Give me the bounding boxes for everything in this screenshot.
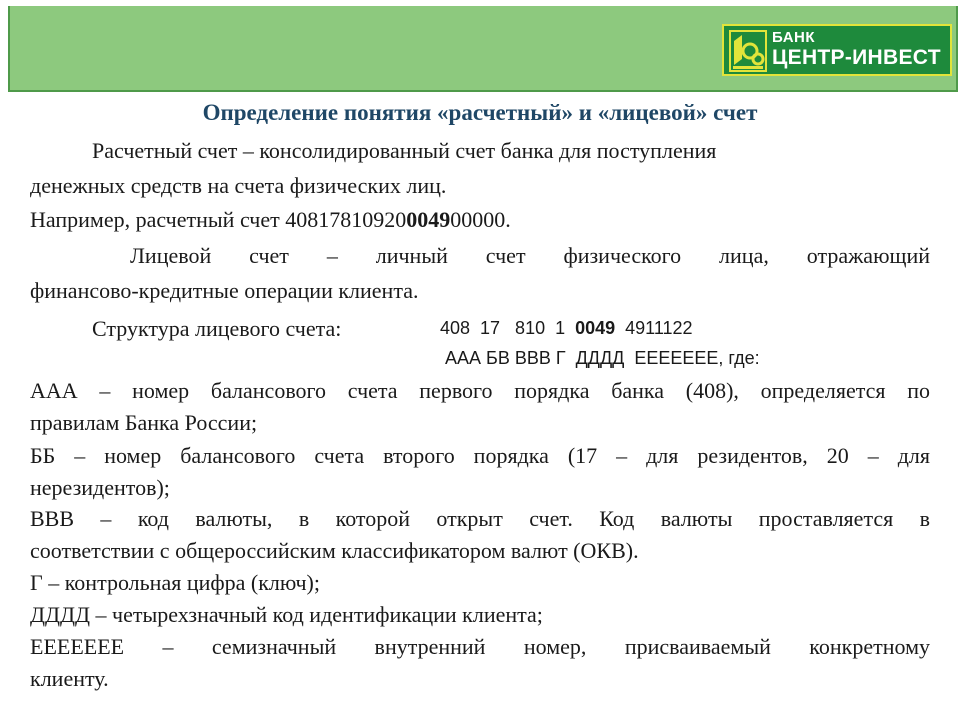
structure-pattern: ААА БВ ВВВ Г ДДДД ЕЕЕЕЕЕЕ, где: (445, 348, 760, 368)
example-prefix: Например, расчетный счет (30, 207, 286, 232)
structure-label: Структура лицевого счета: (92, 316, 342, 341)
logo-line-bank: БАНК (772, 29, 816, 46)
example-account-pre: 40817810920 (285, 207, 407, 232)
settlement-example (30, 207, 511, 233)
structure-code-pre: 408 17 810 1 (440, 318, 576, 338)
structure-code-post: 4911122 (615, 318, 693, 338)
def-aaa-line1: ААА – номер балансового счета первого порядка банка (408), определяется по (30, 378, 930, 403)
def-bb-line2: нерезидентов); (30, 475, 170, 500)
example-account-bold: 0049 (406, 207, 451, 232)
bank-emblem-icon (728, 29, 768, 73)
def-e-line2: клиенту. (30, 666, 109, 691)
personal-def-line2: финансово-кредитные операции клиента. (30, 278, 419, 303)
def-g: Г – контрольная цифра (ключ); (30, 570, 320, 595)
def-aaa-line2: правилам Банка России; (30, 410, 258, 435)
def-vvv-line1: ВВВ – код валюты, в которой открыт счет. Код валюты проставляется в (30, 506, 930, 531)
structure-code-bold: 0049 (575, 318, 616, 338)
def-e-line1: ЕЕЕЕЕЕЕ – семизначный внутренний номер, присваиваемый конкретному (30, 634, 930, 659)
settlement-def-line1: Расчетный счет – консолидированный счет банка для поступления (92, 138, 717, 163)
structure-code (440, 318, 693, 339)
logo-line-name: ЦЕНТР-ИНВЕСТ (772, 46, 941, 69)
def-dddd: ДДДД – четырехзначный код идентификации клиента; (30, 602, 543, 627)
def-vvv-line2: соответствии с общероссийским классификатором валют (ОКВ). (30, 538, 639, 563)
bank-logo (722, 24, 952, 76)
settlement-def-line2: денежных средств на счета физических лиц. (30, 173, 447, 198)
header-top-strip (0, 0, 960, 6)
example-account-post: 00000. (450, 207, 511, 232)
page-title: Определение понятия «расчетный» и «лицевой» счет (202, 100, 758, 125)
def-bb-line1: ББ – номер балансового счета второго порядка (17 – для резидентов, 20 – для (30, 443, 930, 468)
personal-def-line1: Лицевой счет – личный счет физического лица, отражающий (130, 243, 930, 268)
